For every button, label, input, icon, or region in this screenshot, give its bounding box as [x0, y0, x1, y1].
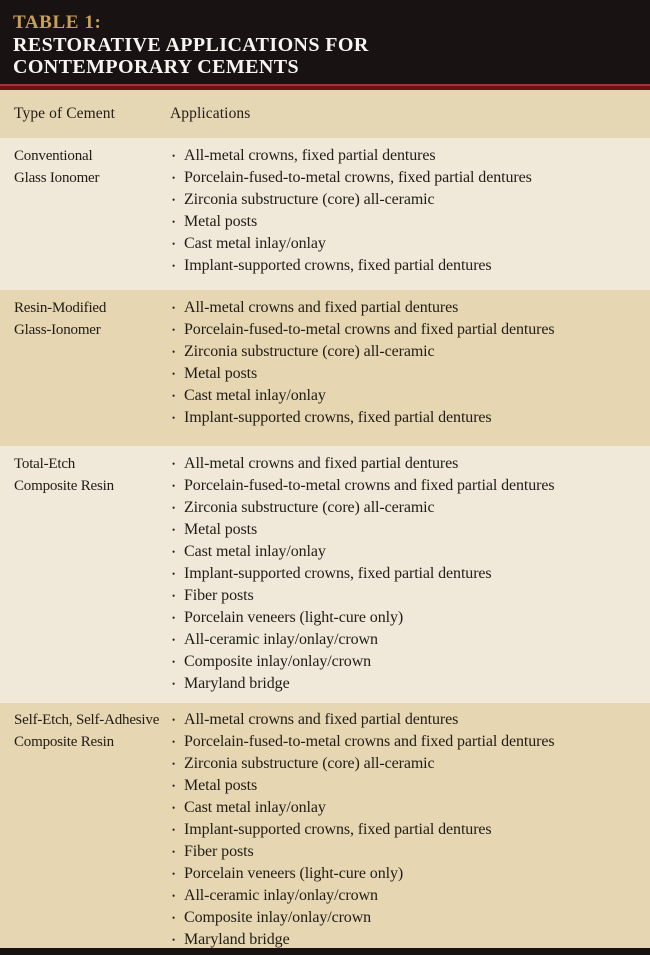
application-item [170, 841, 650, 863]
application-item [170, 929, 650, 948]
bullet-icon: • [172, 613, 176, 623]
cement-name-line: Glass-Ionomer [14, 322, 101, 338]
bullet-icon: • [172, 325, 176, 335]
bullet-icon: • [172, 803, 176, 813]
bullet-icon: • [172, 569, 176, 579]
cement-name [0, 709, 170, 948]
application-item [170, 211, 650, 233]
application-item [170, 541, 650, 563]
bullet-icon: • [172, 239, 176, 249]
application-text: Maryland bridge [184, 931, 290, 948]
application-item [170, 753, 650, 775]
cement-name-line: Resin-Modified [14, 300, 107, 316]
application-text: Porcelain-fused-to-metal crowns and fixed partial dentures [184, 733, 555, 750]
application-text: All-ceramic inlay/onlay/crown [184, 887, 378, 904]
application-text: Zirconia substructure (core) all-ceramic [184, 191, 435, 208]
application-text: All-metal crowns and fixed partial dentures [184, 711, 459, 728]
application-item [170, 145, 650, 167]
bullet-icon: • [172, 759, 176, 769]
bullet-icon: • [172, 151, 176, 161]
application-item [170, 167, 650, 189]
application-text: All-metal crowns and fixed partial dentures [184, 299, 459, 316]
application-text: Composite inlay/onlay/crown [184, 909, 372, 926]
bottom-border-bar [0, 948, 650, 955]
table-row-self-etch-self-adhesive-composite-resin [0, 703, 650, 948]
bullet-icon: • [172, 217, 176, 227]
table-row-resin-modified-glass-ionomer [0, 290, 650, 446]
applications-list [170, 709, 650, 948]
application-text: Zirconia substructure (core) all-ceramic [184, 499, 435, 516]
table-row-conventional-glass-ionomer [0, 138, 650, 290]
application-text: Implant-supported crowns, fixed partial dentures [184, 821, 492, 838]
bullet-icon: • [172, 679, 176, 689]
bullet-icon: • [172, 173, 176, 183]
application-item [170, 519, 650, 541]
table-header [0, 0, 650, 84]
application-text: Implant-supported crowns, fixed partial dentures [184, 257, 492, 274]
cement-name-line: Composite Resin [14, 734, 114, 750]
application-text: Zirconia substructure (core) all-ceramic [184, 343, 435, 360]
table-title-line1: RESTORATIVE APPLICATIONS FOR [13, 34, 369, 56]
application-item [170, 731, 650, 753]
table-row-total-etch-composite-resin [0, 446, 650, 703]
application-text: Composite inlay/onlay/crown [184, 653, 372, 670]
application-item [170, 629, 650, 651]
application-item [170, 255, 650, 277]
application-item [170, 607, 650, 629]
application-item [170, 585, 650, 607]
bullet-icon: • [172, 635, 176, 645]
column-header-row [0, 90, 650, 138]
application-item [170, 497, 650, 519]
bullet-icon: • [172, 935, 176, 945]
cement-name [0, 297, 170, 446]
application-item [170, 775, 650, 797]
application-item [170, 319, 650, 341]
bullet-icon: • [172, 737, 176, 747]
cement-name-line: Composite Resin [14, 478, 114, 494]
application-item [170, 407, 650, 429]
application-text: All-metal crowns, fixed partial dentures [184, 147, 436, 164]
bullet-icon: • [172, 391, 176, 401]
application-item [170, 907, 650, 929]
bullet-icon: • [172, 413, 176, 423]
cement-name [0, 453, 170, 703]
bullet-icon: • [172, 781, 176, 791]
application-item [170, 819, 650, 841]
application-text: Porcelain veneers (light-cure only) [184, 865, 404, 882]
application-text: Cast metal inlay/onlay [184, 235, 326, 252]
column-header-type-of-cement: Type of Cement [14, 105, 116, 122]
application-item [170, 885, 650, 907]
application-text: All-ceramic inlay/onlay/crown [184, 631, 378, 648]
application-item [170, 651, 650, 673]
bullet-icon: • [172, 869, 176, 879]
table-title-line2: CONTEMPORARY CEMENTS [13, 56, 300, 78]
application-item [170, 385, 650, 407]
application-item [170, 797, 650, 819]
cement-name-line: Self-Etch, Self-Adhesive [14, 712, 160, 728]
table-label: TABLE 1: [13, 12, 102, 33]
bullet-icon: • [172, 369, 176, 379]
bullet-icon: • [172, 913, 176, 923]
application-text: Metal posts [184, 777, 258, 794]
bullet-icon: • [172, 303, 176, 313]
bullet-icon: • [172, 891, 176, 901]
application-item [170, 453, 650, 475]
application-text: Porcelain veneers (light-cure only) [184, 609, 404, 626]
bullet-icon: • [172, 481, 176, 491]
application-text: Fiber posts [184, 587, 254, 604]
column-header-applications: Applications [170, 105, 251, 122]
application-text: Porcelain-fused-to-metal crowns and fixed partial dentures [184, 477, 555, 494]
applications-list [170, 145, 650, 290]
application-text: Cast metal inlay/onlay [184, 799, 326, 816]
bullet-icon: • [172, 591, 176, 601]
application-text: Porcelain-fused-to-metal crowns, fixed partial dentures [184, 169, 532, 186]
bullet-icon: • [172, 459, 176, 469]
application-text: Implant-supported crowns, fixed partial dentures [184, 409, 492, 426]
application-item [170, 189, 650, 211]
bullet-icon: • [172, 261, 176, 271]
application-item [170, 475, 650, 497]
bullet-icon: • [172, 657, 176, 667]
bullet-icon: • [172, 547, 176, 557]
application-item [170, 297, 650, 319]
application-text: Porcelain-fused-to-metal crowns and fixed partial dentures [184, 321, 555, 338]
application-text: Cast metal inlay/onlay [184, 387, 326, 404]
bullet-icon: • [172, 715, 176, 725]
applications-list [170, 297, 650, 446]
application-item [170, 341, 650, 363]
application-text: All-metal crowns and fixed partial dentures [184, 455, 459, 472]
bullet-icon: • [172, 503, 176, 513]
cement-name-line: Conventional [14, 148, 93, 164]
application-text: Metal posts [184, 521, 258, 538]
bullet-icon: • [172, 525, 176, 535]
application-item [170, 233, 650, 255]
bullet-icon: • [172, 195, 176, 205]
application-item [170, 709, 650, 731]
application-item [170, 863, 650, 885]
cement-name-line: Glass Ionomer [14, 170, 100, 186]
application-text: Cast metal inlay/onlay [184, 543, 326, 560]
application-text: Fiber posts [184, 843, 254, 860]
bullet-icon: • [172, 825, 176, 835]
bullet-icon: • [172, 347, 176, 357]
applications-list [170, 453, 650, 703]
cement-name [0, 145, 170, 290]
cement-name-line: Total-Etch [14, 456, 76, 472]
application-text: Metal posts [184, 365, 258, 382]
application-text: Zirconia substructure (core) all-ceramic [184, 755, 435, 772]
application-text: Metal posts [184, 213, 258, 230]
application-text: Maryland bridge [184, 675, 290, 692]
application-text: Implant-supported crowns, fixed partial dentures [184, 565, 492, 582]
application-item [170, 673, 650, 695]
application-item [170, 363, 650, 385]
application-item [170, 563, 650, 585]
bullet-icon: • [172, 847, 176, 857]
